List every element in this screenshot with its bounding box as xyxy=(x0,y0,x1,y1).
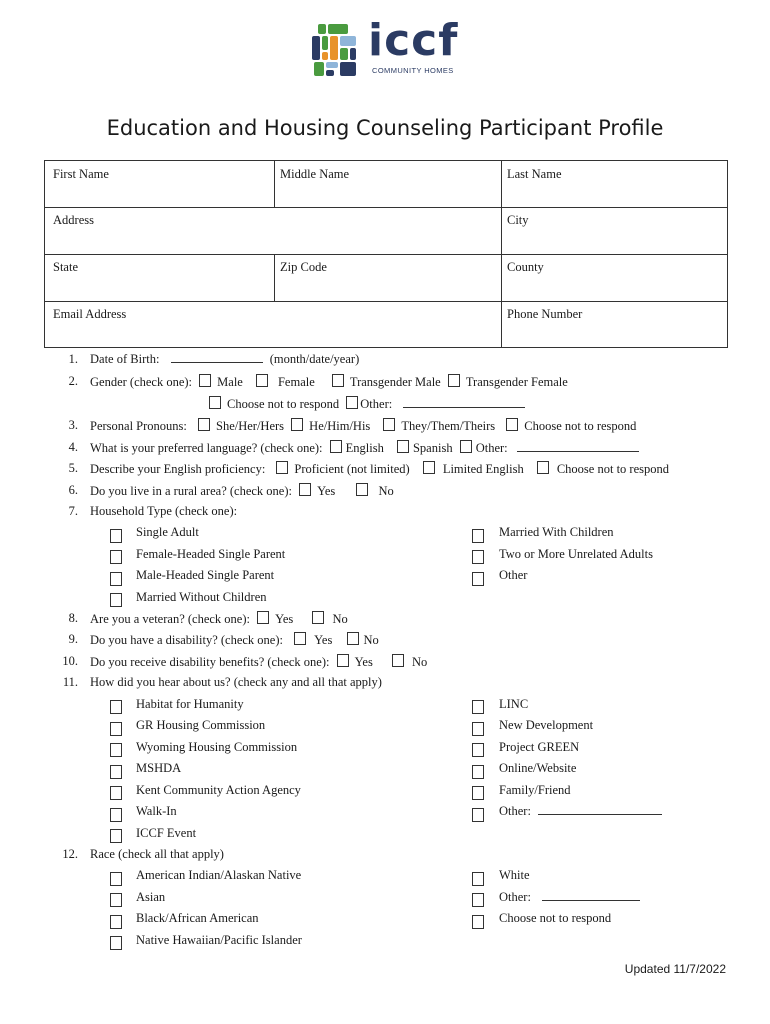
source-gr-housing-label: GR Housing Commission xyxy=(136,718,266,732)
benefits-no-checkbox[interactable] xyxy=(392,654,404,667)
language-other-label: Other: xyxy=(475,441,508,455)
last-name-field[interactable]: Last Name xyxy=(507,167,562,181)
household-single-adult-checkbox[interactable] xyxy=(110,529,122,543)
language-english-label: English xyxy=(345,441,384,455)
race-other-label: Other: xyxy=(499,890,531,904)
source-other-label: Other: xyxy=(499,804,531,818)
q1-suffix: (month/date/year) xyxy=(269,352,360,366)
q3-number: 3. xyxy=(68,418,78,432)
disability-no-checkbox[interactable] xyxy=(347,632,359,645)
language-english-checkbox[interactable] xyxy=(330,440,342,453)
q10-label: Do you receive disability benefits? (check one): xyxy=(90,655,330,669)
race-black-checkbox[interactable] xyxy=(110,915,122,929)
q1-number: 1. xyxy=(68,352,78,366)
veteran-yes-label: Yes xyxy=(275,612,294,626)
q6-rural xyxy=(90,483,394,499)
source-mshda-checkbox[interactable] xyxy=(110,765,122,779)
proficiency-no-response-checkbox[interactable] xyxy=(537,461,549,474)
race-other-row xyxy=(499,890,640,905)
household-married-no-children-label: Married Without Children xyxy=(136,590,267,604)
rural-yes-label: Yes xyxy=(317,484,336,498)
q1-label: Date of Birth: xyxy=(90,352,160,366)
race-other-input[interactable] xyxy=(542,900,640,901)
source-other-row xyxy=(499,804,662,819)
race-pacific-islander-label: Native Hawaiian/Pacific Islander xyxy=(136,933,302,947)
gender-trans-male-checkbox[interactable] xyxy=(332,374,344,387)
proficiency-limited-label: Limited English xyxy=(442,462,524,476)
q4-language xyxy=(90,440,639,456)
q10-disability-benefits xyxy=(90,654,427,670)
address-field[interactable]: Address xyxy=(53,213,94,227)
q9-disability xyxy=(90,632,379,648)
q8-label: Are you a veteran? (check one): xyxy=(90,612,250,626)
gender-female-label: Female xyxy=(277,375,315,389)
contact-info-table xyxy=(44,160,728,348)
q4-label: What is your preferred language? (check one): xyxy=(90,441,323,455)
race-asian-checkbox[interactable] xyxy=(110,893,122,907)
race-asian-label: Asian xyxy=(136,890,166,904)
gender-female-checkbox[interactable] xyxy=(256,374,268,387)
q5-english-proficiency xyxy=(90,461,669,477)
race-white-label: White xyxy=(499,868,530,882)
gender-trans-male-label: Transgender Male xyxy=(349,375,441,389)
q2-gender-row2 xyxy=(205,396,525,412)
disability-no-label: No xyxy=(363,633,379,647)
race-pacific-islander-checkbox[interactable] xyxy=(110,936,122,950)
language-other-checkbox[interactable] xyxy=(460,440,472,453)
gender-trans-female-label: Transgender Female xyxy=(465,375,568,389)
household-unrelated-adults-checkbox[interactable] xyxy=(472,550,484,564)
language-spanish-label: Spanish xyxy=(412,441,453,455)
race-no-response-label: Choose not to respond xyxy=(499,911,612,925)
q12-label: Race (check all that apply) xyxy=(90,847,224,861)
source-habitat-checkbox[interactable] xyxy=(110,700,122,714)
middle-name-field[interactable]: Middle Name xyxy=(280,167,350,181)
gender-no-response-checkbox[interactable] xyxy=(209,396,221,409)
proficiency-proficient-label: Proficient (not limited) xyxy=(294,462,410,476)
q11-number: 11. xyxy=(62,675,78,689)
household-other-label: Other xyxy=(499,568,528,582)
source-wyoming-housing-label: Wyoming Housing Commission xyxy=(136,740,298,754)
gender-trans-female-checkbox[interactable] xyxy=(448,374,460,387)
state-field[interactable]: State xyxy=(53,260,78,274)
proficiency-no-response-label: Choose not to respond xyxy=(556,462,669,476)
q5-label: Describe your English proficiency: xyxy=(90,462,266,476)
gender-other-label: Other: xyxy=(360,397,393,411)
source-kent-caa-label: Kent Community Action Agency xyxy=(136,783,301,797)
pronoun-he-label: He/Him/His xyxy=(309,419,371,433)
source-linc-label: LINC xyxy=(499,697,529,711)
veteran-no-label: No xyxy=(332,612,348,626)
q10-number: 10. xyxy=(62,654,78,668)
pronoun-no-response-checkbox[interactable] xyxy=(506,418,518,431)
proficiency-limited-checkbox[interactable] xyxy=(423,461,435,474)
q2-label: Gender (check one): xyxy=(90,375,193,389)
household-married-no-children-checkbox[interactable] xyxy=(110,593,122,607)
language-other-input[interactable] xyxy=(517,451,639,452)
dob-input[interactable] xyxy=(171,362,263,363)
zip-code-field[interactable]: Zip Code xyxy=(280,260,327,274)
race-no-response-checkbox[interactable] xyxy=(472,915,484,929)
q12-number: 12. xyxy=(62,847,78,861)
proficiency-proficient-checkbox[interactable] xyxy=(276,461,288,474)
q1-date-of-birth xyxy=(90,352,359,367)
rural-no-label: No xyxy=(378,484,394,498)
pronoun-they-label: They/Them/Theirs xyxy=(401,419,496,433)
q8-number: 8. xyxy=(68,611,78,625)
source-iccf-event-checkbox[interactable] xyxy=(110,829,122,843)
household-female-headed-label: Female-Headed Single Parent xyxy=(136,547,286,561)
phone-field[interactable]: Phone Number xyxy=(507,307,583,321)
source-gr-housing-checkbox[interactable] xyxy=(110,722,122,736)
q6-label: Do you live in a rural area? (check one): xyxy=(90,484,292,498)
city-field[interactable]: City xyxy=(507,213,529,227)
household-female-headed-checkbox[interactable] xyxy=(110,550,122,564)
q8-veteran xyxy=(90,611,348,627)
gender-male-label: Male xyxy=(217,375,243,389)
household-male-headed-checkbox[interactable] xyxy=(110,572,122,586)
source-mshda-label: MSHDA xyxy=(136,761,182,775)
source-project-green-checkbox[interactable] xyxy=(472,743,484,757)
language-spanish-checkbox[interactable] xyxy=(397,440,409,453)
pronoun-she-label: She/Her/Hers xyxy=(216,419,285,433)
q2-number: 2. xyxy=(68,374,78,388)
race-other-checkbox[interactable] xyxy=(472,893,484,907)
logo-tiles-icon xyxy=(312,22,358,78)
first-name-field[interactable]: First Name xyxy=(53,167,109,181)
benefits-no-label: No xyxy=(411,655,428,669)
household-male-headed-label: Male-Headed Single Parent xyxy=(136,568,275,582)
updated-date: Updated 11/7/2022 xyxy=(624,962,726,976)
email-field[interactable]: Email Address xyxy=(53,307,127,321)
q7-label: Household Type (check one): xyxy=(90,504,238,518)
county-field[interactable]: County xyxy=(507,260,544,274)
pronoun-they-checkbox[interactable] xyxy=(383,418,395,431)
q3-pronouns xyxy=(90,418,636,434)
q3-label: Personal Pronouns: xyxy=(90,419,187,433)
source-online-label: Online/Website xyxy=(499,761,577,775)
veteran-no-checkbox[interactable] xyxy=(312,611,324,624)
q5-number: 5. xyxy=(68,461,78,475)
iccf-logo xyxy=(312,15,472,82)
source-other-checkbox[interactable] xyxy=(472,808,484,822)
source-iccf-event-label: ICCF Event xyxy=(136,826,197,840)
source-new-development-label: New Development xyxy=(499,718,594,732)
rural-yes-checkbox[interactable] xyxy=(299,483,311,496)
race-black-label: Black/African American xyxy=(136,911,259,925)
gender-other-checkbox[interactable] xyxy=(346,396,358,409)
pronoun-he-checkbox[interactable] xyxy=(291,418,303,431)
q9-label: Do you have a disability? (check one): xyxy=(90,633,283,647)
household-other-checkbox[interactable] xyxy=(472,572,484,586)
household-unrelated-adults-label: Two or More Unrelated Adults xyxy=(499,547,653,561)
source-linc-checkbox[interactable] xyxy=(472,700,484,714)
q4-number: 4. xyxy=(68,440,78,454)
source-wyoming-housing-checkbox[interactable] xyxy=(110,743,122,757)
logo-subtitle: COMMUNITY HOMES xyxy=(372,66,454,75)
rural-no-checkbox[interactable] xyxy=(356,483,368,496)
household-single-adult-label: Single Adult xyxy=(136,525,199,539)
source-new-development-checkbox[interactable] xyxy=(472,722,484,736)
q6-number: 6. xyxy=(68,483,78,497)
source-walk-in-checkbox[interactable] xyxy=(110,808,122,822)
source-walk-in-label: Walk-In xyxy=(136,804,177,818)
source-habitat-label: Habitat for Humanity xyxy=(136,697,244,711)
pronoun-she-checkbox[interactable] xyxy=(198,418,210,431)
source-kent-caa-checkbox[interactable] xyxy=(110,786,122,800)
q7-number: 7. xyxy=(68,504,78,518)
logo-brand-text: iccf xyxy=(368,15,459,66)
benefits-yes-checkbox[interactable] xyxy=(337,654,349,667)
source-family-friend-label: Family/Friend xyxy=(499,783,571,797)
disability-yes-checkbox[interactable] xyxy=(294,632,306,645)
page-title: Education and Housing Counseling Participant Profile xyxy=(106,116,664,140)
q2-gender xyxy=(90,374,568,390)
source-family-friend-checkbox[interactable] xyxy=(472,786,484,800)
household-married-children-checkbox[interactable] xyxy=(472,529,484,543)
race-white-checkbox[interactable] xyxy=(472,872,484,886)
gender-no-response-label: Choose not to respond xyxy=(227,397,340,411)
veteran-yes-checkbox[interactable] xyxy=(257,611,269,624)
race-native-american-checkbox[interactable] xyxy=(110,872,122,886)
source-online-checkbox[interactable] xyxy=(472,765,484,779)
gender-other-input[interactable] xyxy=(403,407,525,408)
q9-number: 9. xyxy=(68,632,78,646)
q11-label: How did you hear about us? (check any and all that apply) xyxy=(90,675,382,689)
race-native-american-label: American Indian/Alaskan Native xyxy=(136,868,302,882)
household-married-children-label: Married With Children xyxy=(499,525,614,539)
gender-male-checkbox[interactable] xyxy=(199,374,211,387)
pronoun-no-response-label: Choose not to respond xyxy=(524,419,637,433)
benefits-yes-label: Yes xyxy=(354,655,373,669)
source-project-green-label: Project GREEN xyxy=(499,740,580,754)
disability-yes-label: Yes xyxy=(314,633,333,647)
source-other-input[interactable] xyxy=(538,814,662,815)
